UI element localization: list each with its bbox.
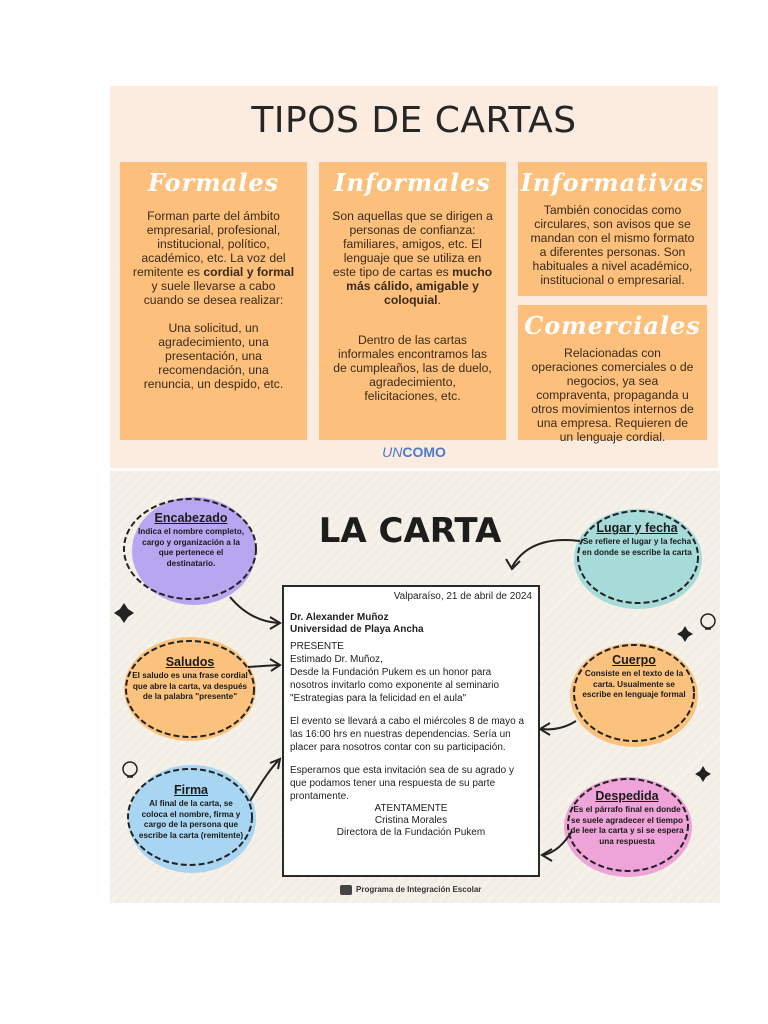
letter-recipient-name: Dr. Alexander Muñoz (290, 612, 389, 623)
card-text-examples: Dentro de las cartas informales encontramos las de cumpleaños, las de duelo, agradecimiento, felicitaciones, etc. (333, 333, 492, 403)
card-text-examples: Una solicitud, un agradecimiento, una presentación, una recomendación, una renuncia, un despido, etc. (143, 321, 284, 391)
bubble-saludos (132, 655, 248, 703)
card-comerciales (518, 305, 707, 444)
letter-body-3: Esperamos que esta invitación sea de su agrado y que podamos tener una respuesta de su parte prontamente. (290, 765, 515, 802)
card-text: Relacionadas con operaciones comerciales o de negocios, ya sea compraventa, propaganda u otros movimientos internos de una empresa. Requieren de un lenguaje cordial. (531, 346, 694, 444)
bubble-firma (136, 783, 246, 841)
uncomo-logo: UNCOMO (382, 444, 446, 460)
bubble-lugar-y-fecha (582, 521, 692, 558)
bubble-text: Al final de la carta, se coloca el nombre, firma y cargo de la persona que escribe la carta (remitente) (138, 799, 244, 840)
card-informativas (518, 162, 707, 296)
bubble-encabezado (136, 511, 246, 569)
la-carta-title: LA CARTA (318, 511, 502, 551)
footer-program: Programa de Integración Escolar (340, 885, 481, 895)
bubble-heading: Lugar y fecha (596, 521, 678, 535)
bubble-text: Indica el nombre completo, cargo y organización a la que pertenece el destinatario. (137, 527, 244, 568)
bubble-text: El saludo es una frase cordial que abre la carta, va después de la palabra "presente" (132, 671, 248, 701)
tipos-de-cartas-panel (110, 86, 718, 468)
letter-sender: Cristina Morales (374, 815, 448, 826)
card-heading: Formales (147, 168, 280, 197)
bubble-heading: Saludos (165, 655, 215, 669)
bubble-heading: Cuerpo (612, 653, 656, 667)
bubble-heading: Encabezado (154, 511, 228, 525)
school-icon (340, 885, 352, 895)
letter-closing: ATENTAMENTE (374, 803, 448, 814)
la-carta-panel (110, 471, 720, 903)
letter-presente: PRESENTE (290, 641, 344, 652)
letter-body-2: El evento se llevará a cabo el miércoles 8 de mayo a las 16:00 hrs en nuestras dependencias. Sería un placer para nosotros contar con su participación. (290, 716, 525, 753)
bubble-text: Es el párrafo final en donde se suele agradecer el tiempo de leer la carta y si se espera una respuesta (570, 805, 684, 846)
page-title: TIPOS DE CARTAS (251, 100, 577, 141)
bubble-despedida (570, 789, 684, 847)
bubble-text: Se refiere el lugar y la fecha en donde se escribe la carta (582, 537, 692, 557)
letter-example (282, 585, 540, 877)
letter-date: Valparaíso, 21 de abril de 2024 (393, 591, 532, 602)
letter-sender-role: Directora de la Fundación Pukem (336, 827, 486, 838)
letter-greeting: Estimado Dr. Muñoz, (290, 654, 383, 665)
card-informales (319, 162, 506, 440)
card-text: Forman parte del ámbito empresarial, profesional, institucional, político, académico, etc. La voz del remitente es cordial y formal y suele llevarse a cabo cuando se desea realizar: (132, 209, 295, 307)
card-heading: Informales (334, 168, 491, 197)
letter-body-1: Desde la Fundación Pukem es un honor para nosotros invitarlo como exponente al seminario "Estrategias para la felicidad en el aula" (290, 667, 499, 704)
card-heading: Informativas (520, 168, 705, 197)
card-text: También conocidas como circulares, son avisos que se mandan con el mismo formato a diferentes personas. Son habituales a nivel académico, institucional o empresarial. (530, 203, 695, 287)
letter-recipient-org: Universidad de Playa Ancha (290, 624, 424, 635)
card-text: Son aquellas que se dirigen a personas de confianza: familiares, amigos, etc. El lenguaje que se utiliza en este tipo de cartas es mucho más cálido, amigable y coloquial. (332, 209, 493, 307)
bubble-heading: Firma (173, 783, 209, 797)
bubble-heading: Despedida (595, 789, 659, 803)
bubble-cuerpo (578, 653, 690, 701)
card-formales (120, 162, 307, 440)
bubble-text: Consiste en el texto de la carta. Usualmente se escribe en lenguaje formal (582, 669, 686, 699)
card-heading: Comerciales (524, 311, 701, 340)
